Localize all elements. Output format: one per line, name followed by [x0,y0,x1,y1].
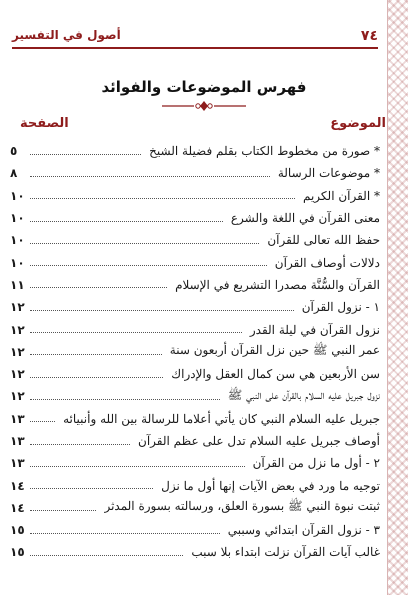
header-rule [12,47,378,49]
toc-entry-page: ١٠ [10,233,25,248]
toc-entry-page: ١٠ [10,255,25,270]
toc-entry[interactable] [10,452,380,474]
toc-entry[interactable] [10,162,380,184]
leader-dots [30,444,130,445]
toc-entry-title: أوصاف جبريل عليه السلام تدل على عظم القرآن [138,434,380,448]
toc-entry-title: معنى القرآن في اللغة والشرع [230,211,380,226]
leader-dots [30,510,96,511]
leader-dots [30,265,267,266]
leader-dots [30,555,183,556]
toc-entry[interactable] [10,296,380,318]
toc-entry[interactable] [10,274,380,296]
toc-entry-page: ١٢ [10,367,25,382]
toc-entry-title: * القرآن الكريم [302,188,380,203]
toc-entry-page: ١٣ [10,456,25,471]
toc-entry-page: ١٢ [10,300,25,315]
column-header-page: الصفحة [20,116,69,131]
column-header-subject: الموضوع [330,116,386,131]
toc-entry-title: * صورة من مخطوط الكتاب بقلم فضيلة الشيخ [149,144,380,159]
leader-dots [30,488,153,489]
toc-entry[interactable] [10,251,380,273]
toc-entry-page: ١٤ [10,500,25,515]
leader-dots [30,243,259,244]
toc-entry[interactable] [10,385,380,407]
toc-entry[interactable] [10,474,380,496]
leader-dots [30,354,162,355]
toc-entry[interactable] [10,185,380,207]
ornament-icon [160,99,248,113]
toc-entry-page: ١٢ [10,389,25,404]
leader-dots [30,221,223,222]
toc-entry-page: ١٢ [10,322,25,337]
leader-dots [30,287,167,288]
leader-dots [30,421,55,422]
toc-entry-page: ٨ [10,166,18,181]
toc-entry-page: ١٣ [10,434,25,448]
leader-dots [30,310,294,311]
toc-entry-page: ١٣ [10,411,25,426]
toc-entry-title: سن الأربعين هي سن كمال العقل والإدراك [171,367,380,382]
toc-entry-title: * موضوعات الرسالة [277,166,380,181]
toc-entry-title: نزول جبريل عليه السلام بالقرآن على النبي ﷺ [227,387,380,402]
leader-dots [30,533,220,534]
toc-entry-page: ١٥ [10,545,25,560]
toc-entry-page: ١٤ [10,478,25,493]
leader-dots [30,399,220,400]
toc-entry-title: غالب آيات القرآن نزلت ابتداء بلا سبب [191,545,380,560]
page-number: ٧٤ [360,28,378,44]
toc-entry[interactable] [10,207,380,229]
toc-entry-title: عمر النبي ﷺ حين نزل القرآن أربعون سنة [169,343,380,358]
toc-entry[interactable] [10,318,380,340]
leader-dots [30,198,295,199]
leader-dots [30,332,242,333]
toc-entry-page: ١٢ [10,344,25,359]
toc-entry-title: نزول القرآن في ليلة القدر [249,322,380,337]
toc-entry-title: ٣ - نزول القرآن ابتدائي وسببي [227,523,380,538]
toc-entry[interactable] [10,519,380,541]
toc-entry-page: ١٠ [10,188,25,203]
leader-dots [30,466,245,467]
toc-entry-title: ١ - نزول القرآن [301,300,380,315]
toc-list [10,140,380,564]
toc-entry[interactable] [10,430,380,452]
toc-entry[interactable] [10,541,380,563]
toc-entry-page: ٥ [10,144,18,159]
toc-entry-title: حفظ الله تعالى للقرآن [267,233,380,248]
toc-entry[interactable] [10,341,380,363]
toc-entry-title: القرآن والسُّنَّة مصدرا التشريع في الإسلام [175,277,380,292]
toc-entry[interactable] [10,363,380,385]
toc-entry-page: ١١ [10,277,25,292]
leader-dots [30,154,141,155]
page-header [12,28,378,46]
toc-entry-title: جبريل عليه السلام النبي كان يأتي أعلاما للرسالة بين الله وأنبيائه [63,411,380,426]
toc-entry-title: ٢ - أول ما نزل من القرآن [252,456,380,471]
leader-dots [30,377,163,378]
running-title: أصول في التفسير [12,28,121,42]
toc-entry-page: ١٠ [10,211,25,226]
toc-entry-page: ١٥ [10,523,25,538]
toc-entry-title: توجيه ما ورد في بعض الآيات إنها أول ما نزل [161,478,380,493]
toc-entry[interactable] [10,497,380,519]
toc-entry-title: دلالات أوصاف القرآن [274,255,380,270]
toc-entry[interactable] [10,408,380,430]
toc-title: فهرس الموضوعات والفوائد [101,78,307,96]
leader-dots [30,176,270,177]
toc-entry[interactable] [10,229,380,251]
toc-entry-title: ثبتت نبوة النبي ﷺ بسورة العلق، ورسالته بسورة المدثر [104,499,380,514]
toc-entry[interactable] [10,140,380,162]
